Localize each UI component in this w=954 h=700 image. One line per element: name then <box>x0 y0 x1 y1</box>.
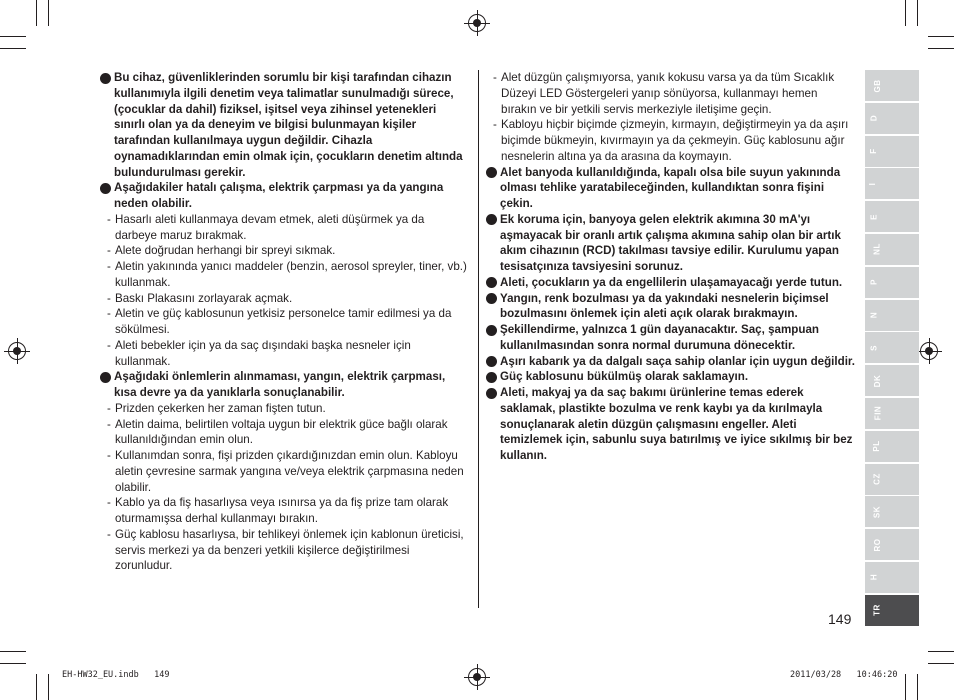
item-text: Kullanımdan sonra, fişi prizden çıkardığınızdan emin olun. Kabloyu aletin çevresine sarmak yangına ve/veya elektrik çarpmasına neden olabilir. <box>115 449 464 494</box>
item-text: Alete doğrudan herhangi bir spreyi sıkmak. <box>115 244 336 258</box>
registration-mark-top <box>468 14 486 32</box>
dash-item <box>100 417 468 449</box>
language-tab-n <box>865 300 919 331</box>
language-tab-f <box>865 136 919 167</box>
language-tab-sk <box>865 496 919 527</box>
dash-item <box>100 495 468 527</box>
language-tab-fin <box>865 398 919 429</box>
dash-item <box>100 401 468 417</box>
bullet-icon <box>486 214 497 225</box>
language-tab-ro <box>865 529 919 560</box>
language-tab-label: H <box>869 574 879 581</box>
dash-item <box>100 338 468 370</box>
item-text: Aşağıdakiler hatalı çalışma, elektrik çarpması ya da yangına neden olabilir. <box>114 181 444 210</box>
bullet-item <box>100 180 468 212</box>
language-tab-label: S <box>869 344 879 351</box>
language-tab-label: F <box>869 148 879 154</box>
bullet-icon <box>100 73 111 84</box>
dash-icon: - <box>107 527 111 541</box>
language-tab-s <box>865 332 919 363</box>
language-tab-label: P <box>869 279 879 286</box>
bullet-item <box>486 291 856 323</box>
dash-item <box>100 243 468 259</box>
crop-mark <box>905 0 906 26</box>
item-text: Aletin daima, belirtilen voltaja uygun bir elektrik güce bağlı olarak kullanıldığından emin olun. <box>115 417 448 447</box>
language-tab-label: TR <box>872 604 882 617</box>
bullet-item <box>486 212 856 275</box>
item-text: Kablo ya da fiş hasarlıysa veya ısınırsa ya da fiş prize tam olarak oturmamışsa derhal kullanmayı bırakın. <box>115 496 449 525</box>
bullet-item <box>100 369 468 401</box>
crop-mark <box>905 674 906 700</box>
right-column <box>486 70 856 464</box>
dash-item <box>486 70 856 117</box>
item-text: Aşağıdaki önlemlerin alınmaması, yangın, elektrik çarpması, kısa devre ya da yanıklarla sonuçlanabilir. <box>114 370 446 399</box>
language-tab-i <box>865 168 919 199</box>
language-tab-tr <box>865 595 919 626</box>
page-number: 149 <box>828 611 852 627</box>
language-tab-p <box>865 267 919 298</box>
item-text: Aşırı kabarık ya da dalgalı saça sahip olanlar için uygun değildir. <box>500 354 856 368</box>
dash-item <box>486 117 856 164</box>
crop-mark <box>36 0 37 26</box>
bullet-item <box>100 70 468 180</box>
language-tabs <box>865 70 919 628</box>
dash-item <box>100 448 468 495</box>
crop-mark <box>928 651 954 652</box>
language-tab-pl <box>865 431 919 462</box>
language-tab-nl <box>865 234 919 265</box>
bullet-icon <box>486 356 497 367</box>
language-tab-cz <box>865 464 919 495</box>
bullet-item <box>486 322 856 354</box>
crop-mark <box>0 663 26 664</box>
language-tab-e <box>865 201 919 232</box>
item-text: Güç kablosu hasarlıysa, bir tehlikeyi önlemek için kablonun üreticisi, servis merkezi ya da benzeri yetkili kişilerce değiştirilmesi zorunludur. <box>115 527 464 573</box>
item-text: Şekillendirme, yalnızca 1 gün dayanacaktır. Saç, şampuan kullanılmasından sonra normal durumuna dönecektir. <box>500 323 819 352</box>
dash-icon: - <box>107 496 111 510</box>
registration-mark-right <box>920 342 938 360</box>
crop-mark <box>917 674 918 700</box>
crop-mark <box>48 674 49 700</box>
crop-mark <box>36 674 37 700</box>
language-tab-label: D <box>869 115 879 122</box>
item-text: Alet banyoda kullanıldığında, kapalı olsa bile suyun yakınında olması tehlike yaratabileceğinden, kullandıktan sonra fişini çekin. <box>500 165 841 210</box>
language-tab-label: SK <box>872 505 882 518</box>
bullet-item <box>486 275 856 291</box>
registration-mark-bottom <box>468 668 486 686</box>
crop-mark <box>928 36 954 37</box>
crop-mark <box>917 0 918 26</box>
crop-mark <box>0 48 26 49</box>
dash-item <box>100 306 468 338</box>
language-tab-label: FIN <box>873 406 883 421</box>
item-text: Yangın, renk bozulması ya da yakındaki nesnelerin biçimsel bozulmasını önlemek için aleti açık olarak bırakmayın. <box>500 291 829 321</box>
crop-mark <box>928 48 954 49</box>
dash-icon: - <box>107 417 111 431</box>
item-text: Aletin ve güç kablosunun yetkisiz personelce tamir edilmesi ya da sökülmesi. <box>115 307 452 336</box>
dash-item <box>100 291 468 307</box>
language-tab-label: I <box>867 182 877 186</box>
dash-icon: - <box>107 401 111 415</box>
item-text: Aletin yakınında yanıcı maddeler (benzin, aerosol spreyler, tiner, vb.) kullanmak. <box>115 260 467 289</box>
bullet-item <box>486 165 856 212</box>
bullet-icon <box>486 167 497 178</box>
language-tab-label: RO <box>873 538 882 552</box>
bullet-icon <box>486 372 497 383</box>
language-tab-label: PL <box>872 440 882 452</box>
dash-item <box>100 259 468 291</box>
language-tab-dk <box>865 365 919 396</box>
footer-file-info: EH-HW32_EU.indb 149 <box>62 670 170 680</box>
item-text: Alet düzgün çalışmıyorsa, yanık kokusu varsa ya da tüm Sıcaklık Düzeyi LED Göstergeleri yanıp sönüyorsa, kullanmayı hemen bırakın ve bir yetkili servis merkeziyle iletişime geçin. <box>501 71 835 116</box>
registration-mark-left <box>8 342 26 360</box>
item-text: Aleti, makyaj ya da saç bakımı ürünlerine temas ederek saklamak, plastikte bozulma ve renk kaybı ya da kırılmayla sonuçlanarak aletin düzgün çalışmasını engeller. Aleti temizlemek için, sabunlu suya batırılmış ve iyice sıkılmış bir bez kullanın. <box>500 386 853 462</box>
language-tab-d <box>865 103 919 134</box>
language-tab-label: NL <box>872 243 882 256</box>
bullet-icon <box>486 293 497 304</box>
left-column <box>100 70 468 574</box>
language-tab-gb <box>865 70 919 101</box>
language-tab-label: CZ <box>872 473 882 485</box>
dash-icon: - <box>107 449 111 462</box>
dash-icon: - <box>107 260 111 273</box>
item-text: Ek koruma için, banyoya gelen elektrik akımına 30 mA'yı aşmayacak bir oranlı artık çalışma akımına sahip olan bir artık akım cihazının (RCD) takılması tavsiye edilir. Kurulumu yapan tesisatçınıza tavsiyesini sorunuz. <box>500 212 841 273</box>
dash-icon: - <box>107 338 111 352</box>
dash-icon: - <box>107 307 111 321</box>
language-tab-label: GB <box>873 79 882 92</box>
item-text: Kabloyu hiçbir biçimde çizmeyin, kırmayın, değiştirmeyin ya da aşırı biçimde bükmeyin, kıvırmayın ya da çekmeyin. Güç kablosunu ağır nesnelerin altına ya da arasına da koymayın. <box>501 118 849 163</box>
dash-icon: - <box>493 71 497 84</box>
crop-mark <box>928 663 954 664</box>
bullet-icon <box>486 277 497 288</box>
item-text: Hasarlı aleti kullanmaya devam etmek, aleti düşürmek ya da darbeye maruz bırakmak. <box>115 212 425 242</box>
language-tab-label: DK <box>872 374 882 387</box>
crop-mark <box>0 36 26 37</box>
crop-mark <box>0 651 26 652</box>
crop-mark <box>48 0 49 26</box>
dash-icon: - <box>107 244 111 258</box>
item-text: Güç kablosunu bükülmüş olarak saklamayın. <box>500 370 749 384</box>
item-text: Aleti, çocukların ya da engellilerin ulaşamayacağı yerde tutun. <box>500 275 843 289</box>
item-text: Aleti bebekler için ya da saç dışındaki başka nesneler için kullanmak. <box>115 338 411 368</box>
dash-item <box>100 527 468 574</box>
bullet-icon <box>100 372 111 383</box>
dash-icon: - <box>493 118 497 132</box>
bullet-item <box>486 354 856 370</box>
dash-icon: - <box>107 212 111 226</box>
bullet-item <box>486 369 856 385</box>
dash-item <box>100 212 468 244</box>
language-tab-label: E <box>869 213 879 220</box>
footer-timestamp: 2011/03/28 10:46:20 <box>790 670 898 680</box>
item-text: Prizden çekerken her zaman fişten tutun. <box>115 401 326 415</box>
bullet-icon <box>486 325 497 336</box>
bullet-icon <box>100 183 111 194</box>
item-text: Bu cihaz, güvenliklerinden sorumlu bir kişi tarafından cihazın kullanımıyla ilgili denetim veya talimatlar sunulmadığı sürece, (çocuklar da dahil) fiziksel, işitsel veya zihinsel yetenekleri sınırlı olan ya da deneyim ve bilgisi bulunmayan kişiler tarafından kullanılmaya uygun değildir. Cihazla oynamadıklarından emin olmak için, çocukların denetim altında bulundurulması gerekir. <box>114 71 463 179</box>
item-text: Baskı Plakasını zorlayarak açmak. <box>115 291 293 305</box>
bullet-icon <box>486 388 497 399</box>
dash-icon: - <box>107 291 111 305</box>
bullet-item <box>486 385 856 464</box>
language-tab-label: N <box>869 311 879 319</box>
column-divider <box>478 70 479 608</box>
language-tab-h <box>865 562 919 593</box>
